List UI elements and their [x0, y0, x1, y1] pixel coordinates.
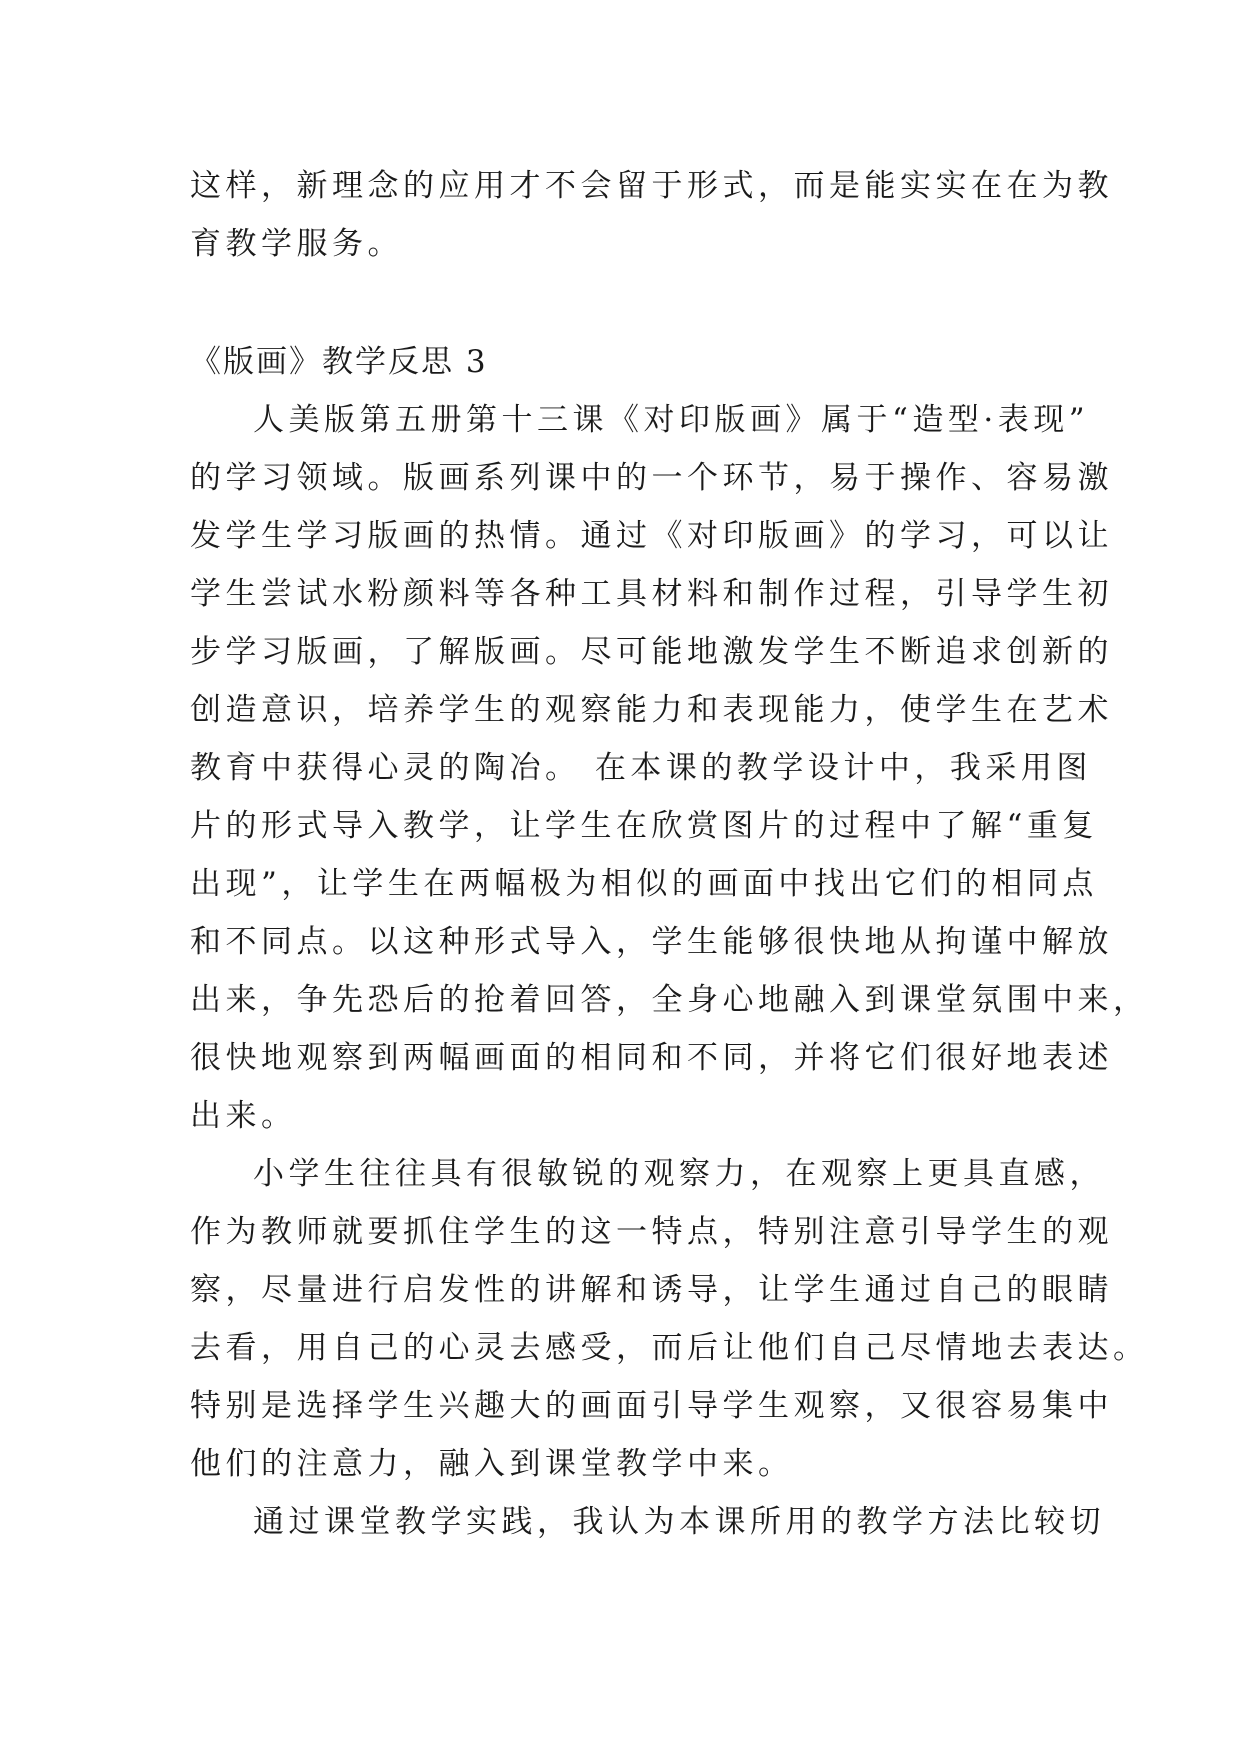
paragraph-line: 去看，用自己的心灵去感受，而后让他们自己尽情地去表达。: [190, 1330, 1149, 1366]
paragraph-line: 发学生学习版画的热情。通过《对印版画》的学习，可以让: [190, 518, 1113, 554]
paragraph-line: 人美版第五册第十三课《对印版画》属于“造型·表现”: [253, 402, 1090, 438]
continuation-line: 这样，新理念的应用才不会留于形式，而是能实实在在为教: [190, 168, 1113, 204]
paragraph-line: 特别是选择学生兴趣大的画面引导学生观察，又很容易集中: [190, 1388, 1113, 1424]
paragraph-line: 出来。: [190, 1098, 297, 1134]
paragraph-line: 学生尝试水粉颜料等各种工具材料和制作过程，引导学生初: [190, 576, 1113, 612]
paragraph-line: 的学习领域。版画系列课中的一个环节，易于操作、容易激: [190, 460, 1113, 496]
paragraph-line: 片的形式导入教学，让学生在欣赏图片的过程中了解“重复: [190, 808, 1098, 844]
paragraph-line: 通过课堂教学实践，我认为本课所用的教学方法比较切: [253, 1504, 1105, 1540]
paragraph-line: 和不同点。以这种形式导入，学生能够很快地从拘谨中解放: [190, 924, 1113, 960]
paragraph-line: 作为教师就要抓住学生的这一特点，特别注意引导学生的观: [190, 1214, 1113, 1250]
paragraph-line: 创造意识，培养学生的观察能力和表现能力，使学生在艺术: [190, 692, 1113, 728]
section-heading: 《版画》教学反思 3: [190, 344, 488, 380]
continuation-line: 育教学服务。: [190, 226, 403, 262]
paragraph-line: 他们的注意力，融入到课堂教学中来。: [190, 1446, 794, 1482]
paragraph-line: 出来，争先恐后的抢着回答，全身心地融入到课堂氛围中来，: [190, 982, 1149, 1018]
paragraph-line: 察，尽量进行启发性的讲解和诱导，让学生通过自己的眼睛: [190, 1272, 1113, 1308]
paragraph-line: 出现”，让学生在两幅极为相似的画面中找出它们的相同点: [190, 866, 1098, 902]
paragraph-line: 步学习版画，了解版画。尽可能地激发学生不断追求创新的: [190, 634, 1113, 670]
paragraph-line: 教育中获得心灵的陶冶。 在本课的教学设计中，我采用图: [190, 750, 1092, 786]
paragraph-line: 很快地观察到两幅画面的相同和不同，并将它们很好地表述: [190, 1040, 1113, 1076]
paragraph-line: 小学生往往具有很敏锐的观察力，在观察上更具直感，: [253, 1156, 1105, 1192]
